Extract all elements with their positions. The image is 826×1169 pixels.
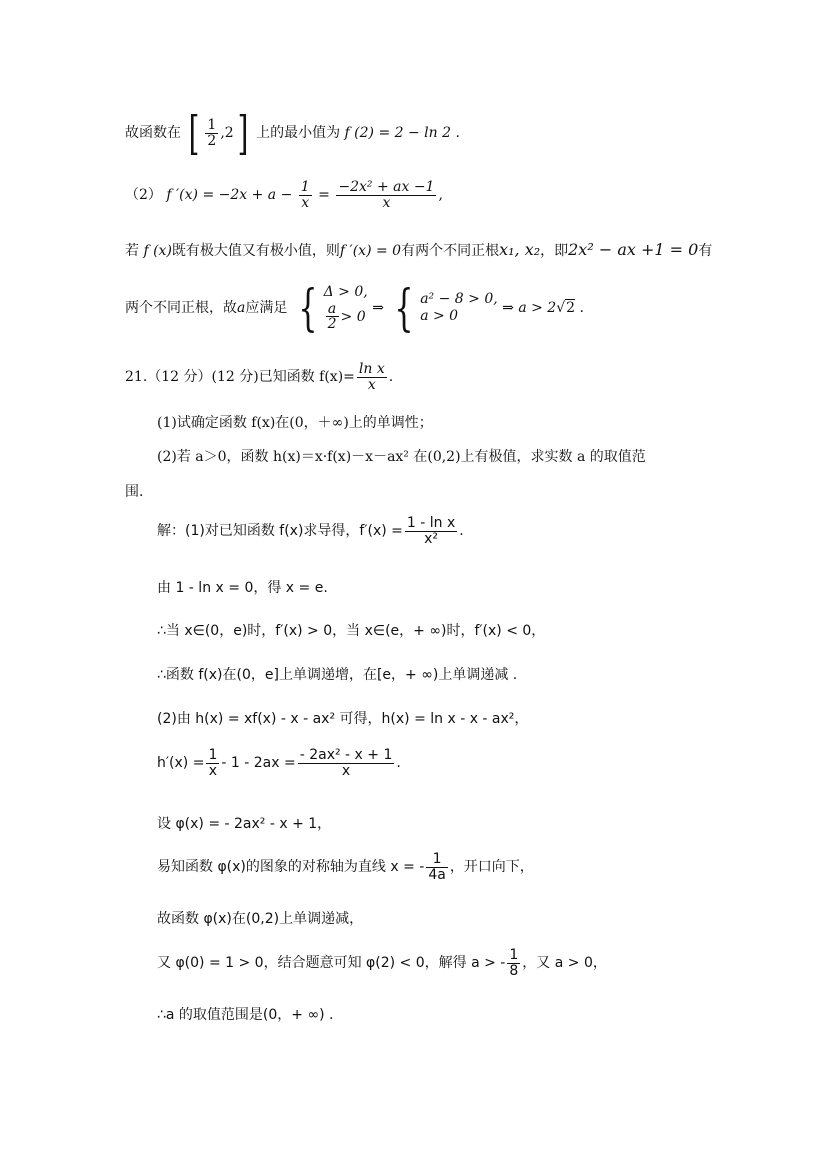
denominator: x [208, 762, 218, 779]
text: 有两个不同正根 [401, 243, 500, 259]
denominator: x [367, 376, 376, 393]
solution-line-2: 由 1 - ln x = 0，得 x = e. [157, 580, 328, 596]
period: . [388, 369, 394, 386]
problem-text: 21.（12 分）(12 分)已知函数 f(x)= [125, 369, 355, 386]
condition-tail: > 0 [340, 308, 366, 325]
implies-arrow: ⇒ [372, 300, 384, 316]
problem-21-header [125, 362, 393, 392]
numerator: 1 [426, 852, 448, 868]
left-brace: { [394, 279, 414, 337]
text: 有 [698, 243, 713, 259]
text: 易知函数 φ(x)的图象的对称轴为直线 x = - [157, 859, 425, 876]
numerator: a [326, 302, 339, 318]
denominator: 2 [207, 132, 217, 149]
formula: 2x² − ax +1 = 0 [568, 240, 699, 259]
text: 若 [125, 243, 139, 259]
numerator: 1 [208, 747, 218, 763]
fraction [507, 948, 520, 978]
text: 故函数在 [125, 125, 181, 141]
denominator: 8 [509, 962, 519, 979]
solution-line-4: ∴函数 f(x)在(0，e]上单调递增，在[e，+ ∞)上单调递减 . [157, 667, 518, 683]
denominator: 4a [428, 866, 446, 883]
fraction-half [205, 118, 218, 148]
condition: Δ > 0, [323, 284, 368, 301]
problem-part-2: (2)若 a＞0，函数 h(x)＝x·f(x)－x－ax² 在(0,2)上有极值，求实数 a 的取值范 [157, 449, 646, 465]
variable: a [237, 300, 246, 316]
fraction [326, 302, 339, 332]
text: 应满足 [245, 300, 288, 316]
fraction [357, 362, 387, 392]
solution-line-5: (2)由 h(x) = xf(x) - x - ax² 可得，h(x) = ln x - x - ax²， [157, 711, 529, 727]
condition-line [125, 240, 712, 260]
text: 上的最小值为 [256, 125, 341, 141]
left-brace: { [298, 279, 318, 337]
period: . [396, 755, 401, 772]
sqrt-radicand: 2 [566, 300, 576, 316]
text: 又 φ(0) = 1 > 0，结合题意可知 φ(2) < 0，解得 a > - [157, 955, 506, 972]
denominator: x [341, 762, 351, 779]
comma: , [438, 187, 443, 204]
part-label: （2） [125, 187, 162, 204]
result: ⇒ a > 2 [502, 300, 557, 316]
solution-line-3: ∴当 x∈(0，e)时，f′(x) > 0，当 x∈(e，+ ∞)时，f′(x) < 0， [157, 623, 546, 639]
denominator: x² [424, 530, 439, 547]
formula: f (x) [143, 243, 172, 259]
text: ，又 a > 0， [522, 955, 607, 972]
solution-line-6 [157, 748, 401, 778]
formula: f ′(x) = −2x + a − [166, 187, 293, 204]
text: 解：(1)对已知函数 f(x)求导得，f′(x) = [157, 523, 403, 540]
numerator: 1 [509, 947, 519, 963]
formula: x₁, x₂ [499, 240, 541, 259]
text: ，开口向下， [449, 859, 534, 876]
numerator: - 2ax² - x + 1 [299, 747, 393, 763]
text: h′(x) = [157, 755, 205, 772]
problem-part-1: (1)试确定函数 f(x)在(0，＋∞)上的单调性； [157, 415, 433, 431]
condition [324, 302, 368, 332]
fraction [299, 180, 312, 210]
condition-system [324, 284, 368, 332]
formula: f ′(x) = 0 [339, 243, 402, 259]
fraction [405, 516, 457, 546]
denominator: x [301, 194, 310, 211]
numerator: 1 [300, 179, 310, 195]
sqrt: √2 [556, 300, 576, 316]
text: ，即 [540, 243, 569, 259]
text: 两个不同正根，故 [125, 300, 237, 316]
numerator: −2x² + ax −1 [338, 179, 435, 195]
period: . [459, 523, 464, 540]
text: 既有极大值又有极小值，则 [171, 243, 340, 259]
fraction [298, 748, 395, 778]
condition: a > 0 [420, 308, 459, 324]
solution-line-10 [157, 948, 607, 978]
system-line [125, 279, 584, 337]
solution-line-1 [157, 516, 464, 546]
numerator: ln x [358, 361, 385, 377]
equals: = [318, 187, 330, 204]
fraction [206, 748, 219, 778]
derivative-line [125, 180, 443, 210]
interval-end: ,2 [220, 125, 234, 141]
condition-system [420, 291, 498, 326]
condition: a² − 8 > 0, [420, 290, 498, 307]
denominator: 2 [327, 316, 337, 333]
solution-line-8 [157, 852, 534, 882]
fraction [336, 180, 436, 210]
right-bracket: ] [237, 106, 249, 160]
period: . [579, 300, 584, 316]
solution-line-9: 故函数 φ(x)在(0,2)上单调递减， [157, 911, 364, 927]
denominator: x [382, 194, 391, 211]
numerator: 1 - ln x [406, 515, 456, 531]
numerator: 1 [207, 116, 217, 133]
minimum-value-line [125, 106, 460, 160]
formula: f (2) = 2 − ln 2 . [344, 125, 460, 141]
solution-line-7: 设 φ(x) = - 2ax² - x + 1， [157, 816, 332, 832]
left-bracket: [ [189, 106, 200, 160]
solution-line-11: ∴a 的取值范围是(0，+ ∞) . [157, 1007, 334, 1023]
problem-part-2-continued: 围. [125, 484, 144, 500]
fraction [426, 852, 448, 882]
text: - 1 - 2ax = [221, 755, 296, 772]
